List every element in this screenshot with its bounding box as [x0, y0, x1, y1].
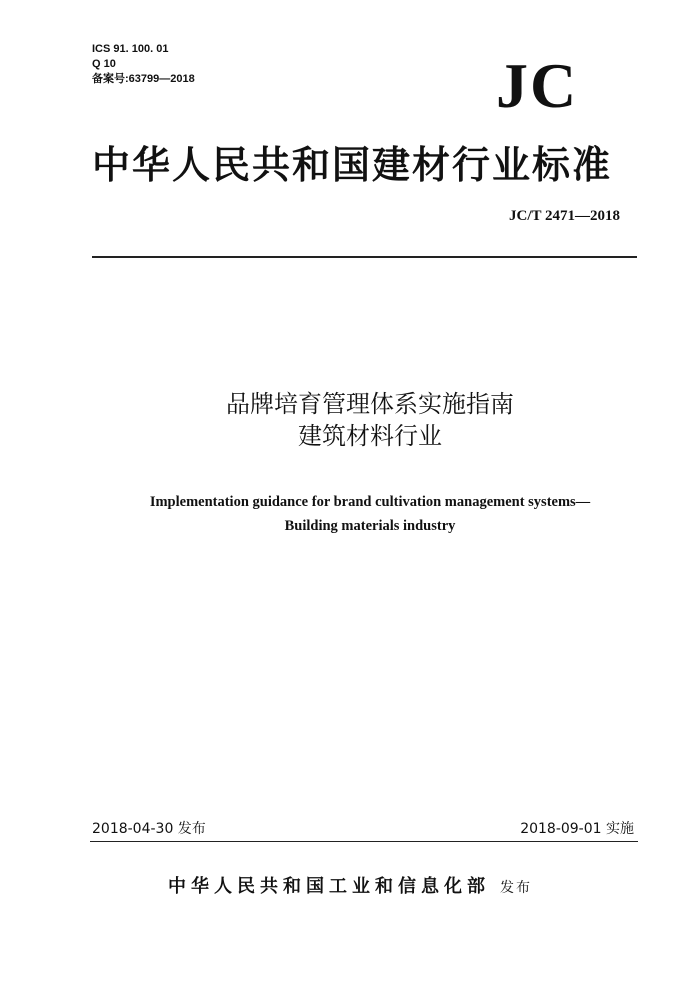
standard-number: JC/T 2471—2018	[509, 208, 620, 224]
english-title	[0, 490, 700, 538]
issuer-name: 中华人民共和国工业和信息化部	[168, 876, 490, 897]
chinese-title-line-2: 建筑材料行业	[298, 422, 442, 450]
issuer-line	[168, 872, 532, 898]
ics-code: ICS 91. 100. 01	[92, 43, 169, 55]
record-number: 备案号:63799—2018	[92, 73, 195, 85]
english-title-line-1: Implementation guidance for brand cultivation management systems—	[149, 494, 591, 510]
classification-block	[92, 42, 195, 87]
effective-date: 2018-09-01 实施	[520, 821, 634, 837]
chinese-title-line-1: 品牌培育管理体系实施指南	[226, 390, 514, 418]
chinese-title	[0, 388, 700, 452]
bottom-divider	[90, 841, 638, 842]
issuer-action: 发布	[500, 880, 532, 896]
top-divider	[92, 256, 637, 258]
jc-logo: JC	[496, 50, 579, 121]
issue-date: 2018-04-30 发布	[92, 821, 206, 837]
ccs-code: Q 10	[92, 58, 116, 70]
standard-category-title: 中华人民共和国建材行业标准	[92, 142, 613, 187]
english-title-line-2: Building materials industry	[284, 518, 456, 534]
